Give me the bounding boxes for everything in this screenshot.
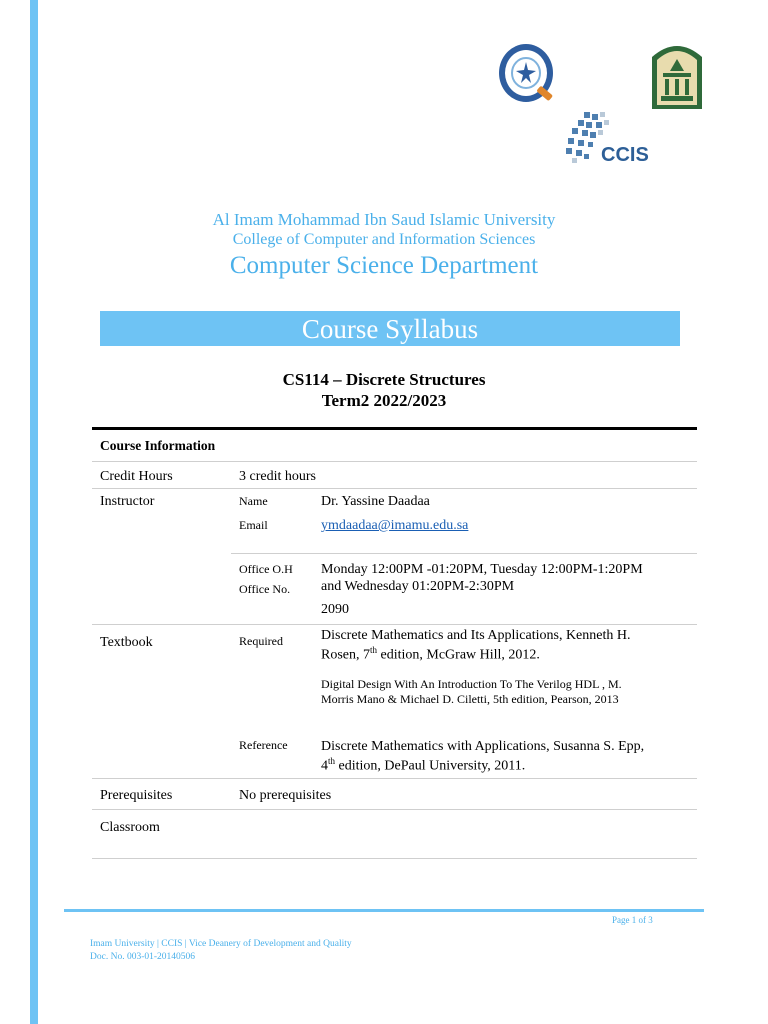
- department-name: Computer Science Department: [229, 252, 539, 279]
- instructor-email-link[interactable]: ymdaadaa@imamu.edu.sa: [321, 518, 469, 533]
- page-number: Page 1 of 3: [612, 915, 653, 925]
- prerequisites-label: Prerequisites: [100, 788, 173, 803]
- required-book1-line2: Rosen, 7th edition, McGraw Hill, 2012.: [321, 645, 540, 663]
- instructor-label: Instructor: [100, 494, 155, 509]
- credit-hours-label: Credit Hours: [100, 469, 173, 484]
- reference-line1: Discrete Mathematics with Applications, Susanna S. Epp,: [321, 739, 645, 754]
- syllabus-banner: Course Syllabus: [100, 311, 680, 346]
- row-divider: [92, 778, 697, 779]
- ccis-logo-text: CCIS: [601, 144, 649, 166]
- university-name: Al Imam Mohammad Ibn Saud Islamic University: [212, 210, 556, 229]
- credit-hours-value: 3 credit hours: [239, 469, 316, 484]
- reference-line2: 4th edition, DePaul University, 2011.: [321, 756, 526, 774]
- row-divider: [92, 461, 697, 462]
- name-label: Name: [239, 494, 268, 508]
- left-accent-bar: [30, 0, 38, 1024]
- table-bottom-rule: [92, 858, 697, 859]
- row-divider: [92, 809, 697, 810]
- university-emblem-icon: [648, 37, 706, 111]
- course-term: Term2 2022/2023: [321, 391, 447, 410]
- course-title: CS114 – Discrete Structures: [282, 370, 486, 389]
- prerequisites-value: No prerequisites: [239, 788, 332, 803]
- row-divider: [92, 624, 697, 625]
- row-divider: [231, 553, 697, 554]
- section-title: Course Information: [100, 438, 216, 453]
- table-top-rule: [92, 427, 697, 430]
- office-hours-line1: Monday 12:00PM -01:20PM, Tuesday 12:00PM-1:20PM: [321, 562, 643, 577]
- office-number-value: 2090: [321, 602, 349, 617]
- footer-rule: [64, 909, 704, 912]
- required-book2-line1: Digital Design With An Introduction To The Verilog HDL , M.: [321, 677, 622, 691]
- ccis-logo-icon: [562, 110, 650, 172]
- office-hours-line2: and Wednesday 01:20PM-2:30PM: [321, 579, 515, 594]
- instructor-name: Dr. Yassine Daadaa: [321, 494, 430, 509]
- reference-label: Reference: [239, 738, 288, 752]
- quality-logo-icon: [497, 42, 559, 110]
- textbook-label: Textbook: [100, 635, 153, 650]
- required-book2-line2: Morris Mano & Michael D. Ciletti, 5th edition, Pearson, 2013: [321, 692, 619, 706]
- college-name: College of Computer and Information Sciences: [232, 231, 536, 248]
- footer-line-1: Imam University | CCIS | Vice Deanery of Development and Quality: [90, 939, 352, 949]
- footer-doc-number: Doc. No. 003-01-20140506: [90, 952, 196, 962]
- classroom-label: Classroom: [100, 820, 160, 835]
- email-label: Email: [239, 518, 268, 532]
- row-divider: [92, 488, 697, 489]
- required-label: Required: [239, 634, 283, 648]
- required-book1-line1: Discrete Mathematics and Its Applications, Kenneth H.: [321, 628, 631, 643]
- office-number-label: Office No.: [239, 582, 291, 596]
- office-hours-label: Office O.H: [239, 562, 293, 576]
